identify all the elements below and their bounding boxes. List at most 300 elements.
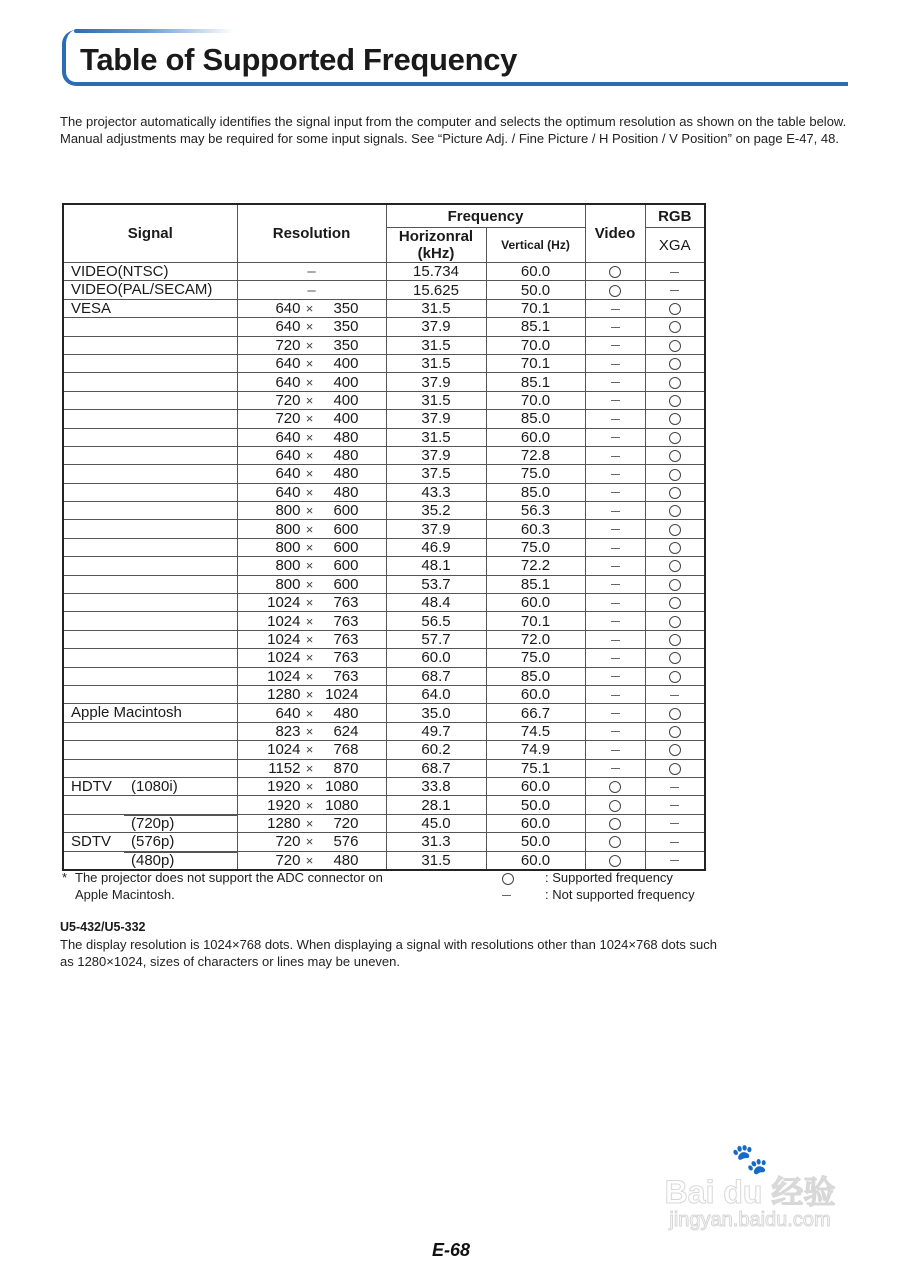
table-row — [63, 336, 705, 354]
vertical-frequency: 50.0 — [486, 796, 585, 814]
signal-cell — [63, 649, 237, 667]
vertical-frequency: 70.1 — [486, 354, 585, 372]
signal-cell — [63, 667, 237, 685]
table-row — [63, 538, 705, 556]
video-support — [585, 502, 645, 520]
video-support — [585, 759, 645, 777]
horizontal-frequency: 37.9 — [386, 520, 486, 538]
resolution-width: 1024 — [267, 667, 301, 685]
dash-icon — [611, 364, 620, 365]
resolution-width: 1920 — [267, 778, 301, 796]
video-support — [585, 446, 645, 464]
signal-cell — [63, 318, 237, 336]
resolution-width: 1920 — [267, 796, 301, 814]
video-support — [585, 281, 645, 299]
video-support — [585, 630, 645, 648]
xga-support — [645, 685, 705, 703]
resolution-height: 480 — [333, 465, 359, 483]
circle-icon — [669, 340, 681, 352]
signal-cell — [63, 630, 237, 648]
circle-icon — [669, 395, 681, 407]
video-support — [585, 594, 645, 612]
watermark-brand: Bai du 经验 — [664, 1174, 836, 1210]
resolution-height: 350 — [333, 299, 359, 317]
dash-icon — [611, 437, 620, 438]
resolution-height: 763 — [333, 667, 359, 685]
vertical-frequency: 85.0 — [486, 667, 585, 685]
video-support — [585, 520, 645, 538]
resolution-cell — [237, 391, 386, 409]
vertical-frequency: 60.0 — [486, 851, 585, 870]
signal-cell — [63, 814, 237, 832]
dash-icon — [611, 676, 620, 677]
table-row — [63, 557, 705, 575]
xga-support — [645, 833, 705, 851]
signal-name — [64, 815, 131, 832]
resolution-width: 640 — [275, 704, 301, 722]
resolution-height: 1024 — [325, 686, 359, 704]
circle-icon — [669, 726, 681, 738]
dash-icon — [611, 529, 620, 530]
vertical-frequency: 72.8 — [486, 446, 585, 464]
resolution-width: 1024 — [267, 631, 301, 648]
header-resolution: Resolution — [237, 204, 386, 263]
signal-cell — [63, 741, 237, 759]
resolution-width: 800 — [275, 575, 301, 593]
title-accent-line — [74, 29, 234, 33]
times-icon: × — [305, 448, 314, 464]
circle-icon — [669, 321, 681, 333]
horizontal-frequency: 31.5 — [386, 299, 486, 317]
vertical-frequency: 60.0 — [486, 594, 585, 612]
header-signal: Signal — [63, 204, 237, 263]
video-support — [585, 336, 645, 354]
table-row — [63, 428, 705, 446]
resolution-width: 720 — [275, 391, 301, 409]
xga-support — [645, 777, 705, 795]
dash-icon — [611, 768, 620, 769]
table-row — [63, 263, 705, 281]
signal-cell — [63, 299, 237, 317]
dash-icon — [611, 695, 620, 696]
video-support — [585, 391, 645, 409]
signal-cell — [63, 263, 237, 281]
horizontal-frequency: 28.1 — [386, 796, 486, 814]
signal-name: VIDEO(NTSC) — [71, 263, 169, 280]
resolution-height: 600 — [333, 539, 359, 557]
dash-icon — [611, 584, 620, 585]
signal-cell — [63, 281, 237, 299]
resolution-height: 1080 — [325, 778, 359, 796]
horizontal-frequency: 48.4 — [386, 594, 486, 612]
signal-variant: (720p) — [131, 814, 175, 832]
times-icon: × — [305, 687, 314, 703]
header-horizontal: Horizonral (kHz) — [386, 228, 486, 263]
resolution-width: 640 — [275, 318, 301, 336]
xga-support — [645, 520, 705, 538]
vertical-frequency: 85.1 — [486, 575, 585, 593]
horizontal-frequency: 64.0 — [386, 685, 486, 703]
dash-icon — [611, 474, 620, 475]
dash-icon — [611, 511, 620, 512]
times-icon: × — [305, 723, 314, 739]
circle-icon — [669, 413, 681, 425]
vertical-frequency: 60.0 — [486, 428, 585, 446]
table-body — [63, 263, 705, 870]
times-icon: × — [305, 540, 314, 556]
xga-support — [645, 428, 705, 446]
horizontal-frequency: 31.3 — [386, 833, 486, 851]
circle-icon — [609, 800, 621, 812]
horizontal-frequency: 37.9 — [386, 446, 486, 464]
resolution-cell — [237, 318, 386, 336]
table-row — [63, 502, 705, 520]
xga-support — [645, 354, 705, 372]
signal-cell — [63, 465, 237, 483]
video-support — [585, 722, 645, 740]
resolution-width: 720 — [275, 833, 301, 851]
table-row — [63, 612, 705, 630]
table-row — [63, 814, 705, 832]
xga-support — [645, 796, 705, 814]
times-icon: × — [305, 429, 314, 445]
header-rgb: RGB — [645, 204, 705, 228]
xga-support — [645, 373, 705, 391]
xga-support — [645, 465, 705, 483]
resolution-cell — [237, 796, 386, 814]
xga-support — [645, 483, 705, 501]
circle-icon — [669, 358, 681, 370]
watermark-url: jingyan.baidu.com — [669, 1209, 831, 1231]
times-icon: × — [305, 558, 314, 574]
xga-support — [645, 630, 705, 648]
horizontal-frequency: 33.8 — [386, 777, 486, 795]
xga-support — [645, 759, 705, 777]
dash-icon — [611, 713, 620, 714]
video-support — [585, 538, 645, 556]
resolution-height: 350 — [333, 318, 359, 336]
signal-cell — [63, 502, 237, 520]
vertical-frequency: 60.3 — [486, 520, 585, 538]
vertical-frequency: 75.0 — [486, 649, 585, 667]
resolution-cell — [237, 630, 386, 648]
resolution-width: 800 — [275, 502, 301, 520]
signal-cell — [63, 704, 237, 722]
times-icon: × — [305, 632, 314, 647]
resolution-width: 640 — [275, 483, 301, 501]
horizontal-frequency: 60.0 — [386, 649, 486, 667]
signal-cell — [63, 777, 237, 795]
horizontal-frequency: 31.5 — [386, 336, 486, 354]
table-row — [63, 722, 705, 740]
video-support — [585, 410, 645, 428]
video-support — [585, 667, 645, 685]
signal-cell — [63, 685, 237, 703]
vertical-frequency: 60.0 — [486, 685, 585, 703]
circle-icon — [609, 818, 621, 830]
resolution-value: – — [307, 263, 316, 281]
table-row — [63, 354, 705, 372]
video-support — [585, 741, 645, 759]
table-row — [63, 741, 705, 759]
horizontal-frequency: 46.9 — [386, 538, 486, 556]
resolution-width: 640 — [275, 355, 301, 373]
video-support — [585, 833, 645, 851]
signal-variant: (576p) — [131, 833, 175, 851]
horizontal-frequency: 60.2 — [386, 741, 486, 759]
resolution-cell — [237, 373, 386, 391]
dash-icon — [611, 492, 620, 493]
intro-paragraph-1: The projector automatically identifies the signal input from the computer and selects the optimum resolution as shown on the table below. — [60, 114, 847, 129]
signal-cell — [63, 796, 237, 814]
table-row — [63, 777, 705, 795]
resolution-cell — [237, 685, 386, 703]
vertical-frequency: 50.0 — [486, 281, 585, 299]
resolution-width: 640 — [275, 465, 301, 483]
footnote-star: * — [62, 870, 68, 885]
video-support — [585, 299, 645, 317]
times-icon: × — [305, 668, 314, 684]
dash-icon — [670, 290, 679, 291]
signal-name: VIDEO(PAL/SECAM) — [71, 281, 213, 299]
horizontal-frequency: 56.5 — [386, 612, 486, 630]
resolution-cell — [237, 777, 386, 795]
times-icon: × — [305, 503, 314, 519]
dash-icon — [611, 548, 620, 549]
circle-icon — [609, 285, 621, 297]
circle-icon — [609, 781, 621, 793]
signal-cell — [63, 354, 237, 372]
times-icon: × — [305, 815, 314, 831]
vertical-frequency: 85.0 — [486, 410, 585, 428]
xga-support — [645, 336, 705, 354]
model-note-title: U5-432/U5-332 — [60, 920, 146, 934]
header-xga: XGA — [645, 228, 705, 263]
xga-support — [645, 851, 705, 870]
resolution-width: 640 — [275, 428, 301, 446]
video-support — [585, 851, 645, 870]
dash-icon — [611, 603, 620, 604]
table-row — [63, 630, 705, 648]
resolution-cell — [237, 741, 386, 759]
resolution-cell — [237, 483, 386, 501]
horizontal-frequency: 35.0 — [386, 704, 486, 722]
dash-icon — [502, 895, 511, 896]
table-row — [63, 446, 705, 464]
resolution-cell — [237, 263, 386, 281]
vertical-frequency: 72.0 — [486, 630, 585, 648]
horizontal-frequency: 48.1 — [386, 557, 486, 575]
dash-icon — [670, 842, 679, 843]
vertical-frequency: 50.0 — [486, 833, 585, 851]
vertical-frequency: 74.5 — [486, 722, 585, 740]
horizontal-frequency: 31.5 — [386, 391, 486, 409]
video-support — [585, 354, 645, 372]
resolution-cell — [237, 851, 386, 870]
resolution-height: 763 — [333, 594, 359, 612]
resolution-cell — [237, 538, 386, 556]
table-row — [63, 281, 705, 299]
header-frequency: Frequency — [386, 204, 585, 228]
times-icon: × — [305, 779, 314, 795]
resolution-width: 823 — [275, 722, 301, 740]
table-row — [63, 667, 705, 685]
video-support — [585, 777, 645, 795]
resolution-cell — [237, 649, 386, 667]
signal-name — [64, 852, 131, 869]
times-icon: × — [305, 650, 314, 666]
circle-icon — [669, 469, 681, 481]
legend-not-supported — [500, 886, 695, 903]
circle-icon — [669, 505, 681, 517]
signal-name: HDTV — [71, 777, 112, 795]
resolution-cell — [237, 336, 386, 354]
horizontal-frequency: 31.5 — [386, 851, 486, 870]
horizontal-frequency: 15.625 — [386, 281, 486, 299]
signal-cell — [63, 612, 237, 630]
resolution-width: 1024 — [267, 649, 301, 667]
signal-cell — [63, 520, 237, 538]
resolution-cell — [237, 704, 386, 722]
resolution-height: 720 — [333, 814, 359, 832]
signal-name: VESA — [71, 299, 112, 317]
table-row — [63, 685, 705, 703]
times-icon: × — [305, 613, 314, 629]
horizontal-frequency: 53.7 — [386, 575, 486, 593]
footnote-text: The projector does not support the ADC connector on Apple Macintosh. — [75, 870, 383, 902]
times-icon: × — [305, 742, 314, 758]
signal-cell — [63, 373, 237, 391]
resolution-width: 1152 — [268, 759, 301, 777]
resolution-cell — [237, 299, 386, 317]
resolution-width: 640 — [275, 373, 301, 391]
dash-icon — [670, 787, 679, 788]
times-icon: × — [305, 337, 314, 353]
signal-cell — [63, 538, 237, 556]
vertical-frequency: 70.1 — [486, 612, 585, 630]
times-icon: × — [305, 521, 314, 537]
horizontal-frequency: 68.7 — [386, 759, 486, 777]
circle-icon — [669, 524, 681, 536]
vertical-frequency: 70.0 — [486, 336, 585, 354]
video-support — [585, 465, 645, 483]
horizontal-frequency: 68.7 — [386, 667, 486, 685]
resolution-height: 600 — [333, 502, 359, 520]
circle-icon — [669, 763, 681, 775]
xga-support — [645, 649, 705, 667]
resolution-cell — [237, 410, 386, 428]
table-row — [63, 391, 705, 409]
table-row — [63, 851, 705, 870]
vertical-frequency: 85.0 — [486, 483, 585, 501]
circle-icon — [669, 708, 681, 720]
times-icon: × — [305, 797, 314, 813]
resolution-cell — [237, 465, 386, 483]
resolution-height: 480 — [333, 851, 359, 869]
table-row — [63, 520, 705, 538]
horizontal-frequency: 49.7 — [386, 722, 486, 740]
xga-support — [645, 538, 705, 556]
resolution-cell — [237, 428, 386, 446]
resolution-width: 1280 — [267, 814, 301, 832]
resolution-height: 480 — [333, 428, 359, 446]
signal-cell — [63, 483, 237, 501]
circle-icon — [669, 542, 681, 554]
circle-icon — [669, 744, 681, 756]
footnote — [62, 869, 415, 903]
resolution-cell — [237, 833, 386, 851]
vertical-frequency: 56.3 — [486, 502, 585, 520]
xga-support — [645, 502, 705, 520]
legend-supported — [500, 869, 695, 886]
video-support — [585, 557, 645, 575]
intro-paragraph-2: Manual adjustments may be required for some input signals. See “Picture Adj. / Fine Picture / H Position / V Position” on page E-47, 48. — [60, 131, 839, 146]
times-icon: × — [305, 300, 314, 316]
dash-icon — [611, 309, 620, 310]
resolution-height: 1080 — [325, 796, 359, 814]
horizontal-frequency: 35.2 — [386, 502, 486, 520]
vertical-frequency: 60.0 — [486, 814, 585, 832]
vertical-frequency: 74.9 — [486, 741, 585, 759]
video-support — [585, 483, 645, 501]
dash-icon — [611, 750, 620, 751]
resolution-width: 720 — [275, 410, 301, 428]
resolution-cell — [237, 281, 386, 299]
dash-icon — [611, 621, 620, 622]
horizontal-frequency: 15.734 — [386, 263, 486, 281]
xga-support — [645, 722, 705, 740]
table-row — [63, 465, 705, 483]
dash-icon — [670, 805, 679, 806]
times-icon: × — [305, 411, 314, 427]
resolution-width: 720 — [275, 851, 301, 869]
resolution-height: 400 — [333, 373, 359, 391]
times-icon: × — [305, 705, 314, 721]
resolution-width: 640 — [275, 447, 301, 465]
dash-icon — [611, 345, 620, 346]
vertical-frequency: 66.7 — [486, 704, 585, 722]
signal-name: Apple Macintosh — [71, 704, 182, 722]
times-icon: × — [305, 466, 314, 482]
resolution-height: 576 — [333, 833, 359, 851]
times-icon: × — [305, 595, 314, 611]
circle-icon — [609, 836, 621, 848]
horizontal-frequency: 37.5 — [386, 465, 486, 483]
circle-icon — [609, 855, 621, 867]
horizontal-frequency: 37.9 — [386, 410, 486, 428]
signal-cell — [63, 410, 237, 428]
xga-support — [645, 667, 705, 685]
circle-icon — [669, 579, 681, 591]
table-row — [63, 833, 705, 851]
table-row — [63, 759, 705, 777]
dash-icon — [670, 695, 679, 696]
video-support — [585, 373, 645, 391]
times-icon: × — [305, 576, 314, 592]
vertical-frequency: 60.0 — [486, 263, 585, 281]
dash-icon — [611, 400, 620, 401]
resolution-cell — [237, 612, 386, 630]
horizontal-frequency: 31.5 — [386, 354, 486, 372]
table-row — [63, 704, 705, 722]
signal-cell — [63, 391, 237, 409]
resolution-value: – — [307, 281, 316, 299]
dash-icon — [611, 640, 620, 641]
circle-icon — [609, 266, 621, 278]
header-vertical: Vertical (Hz) — [486, 228, 585, 263]
horizontal-frequency: 37.9 — [386, 373, 486, 391]
frequency-table — [62, 203, 706, 871]
